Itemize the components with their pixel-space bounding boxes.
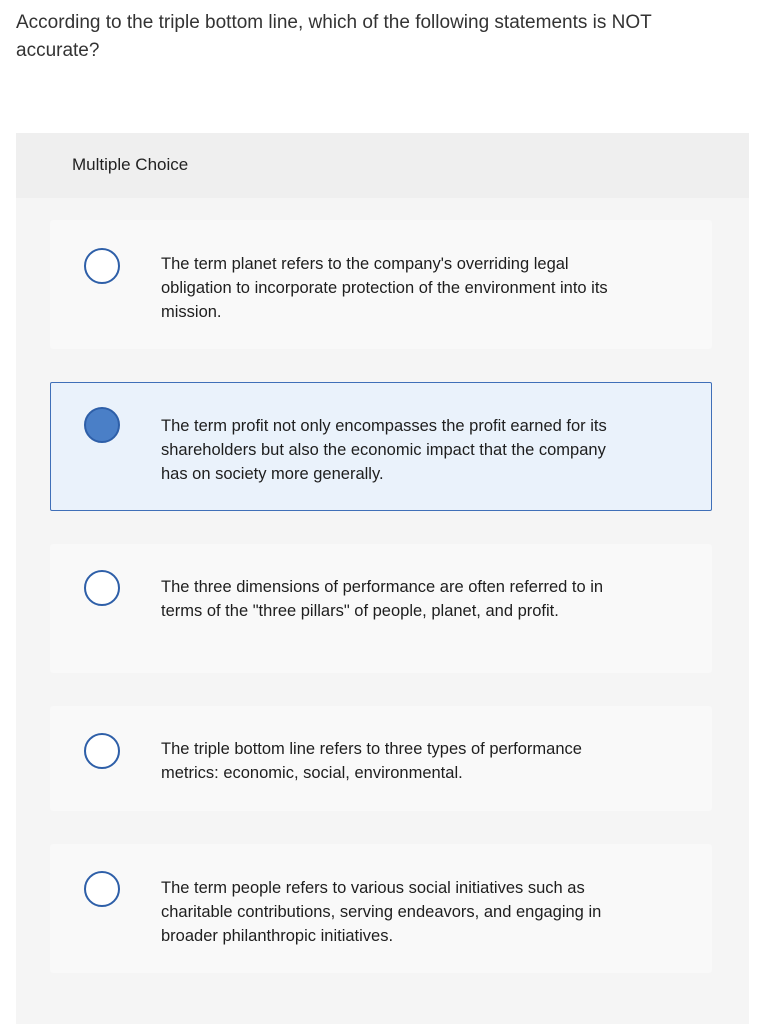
answer-option-text: The term planet refers to the company's overriding legal obligation to incorporate protection of the environment into its mission. (161, 255, 608, 321)
answer-option-3[interactable] (50, 544, 712, 673)
answer-option-2[interactable] (50, 382, 712, 511)
answer-option-1[interactable] (50, 220, 712, 349)
question-type-label: Multiple Choice (72, 155, 189, 174)
radio-button-icon[interactable] (84, 733, 120, 769)
answer-option-text: The term profit not only encompasses the profit earned for its shareholders but also the economic impact that the company has on society more generally. (161, 417, 607, 483)
answer-option-text: The triple bottom line refers to three types of performance metrics: economic, social, environmental. (161, 740, 582, 782)
panel-header (16, 133, 749, 198)
answer-option-text: The term people refers to various social initiatives such as charitable contributions, serving endeavors, and engaging in broader philanthropic initiatives. (161, 879, 602, 945)
answer-option-text: The three dimensions of performance are often referred to in terms of the "three pillars" of people, planet, and profit. (161, 578, 604, 620)
radio-button-selected-icon[interactable] (84, 407, 120, 443)
radio-button-icon[interactable] (84, 871, 120, 907)
answer-option-4[interactable] (50, 706, 712, 811)
question-text: According to the triple bottom line, which of the following statements is NOT accurate? (16, 12, 652, 61)
answer-option-5[interactable] (50, 844, 712, 973)
radio-button-icon[interactable] (84, 570, 120, 606)
radio-button-icon[interactable] (84, 248, 120, 284)
